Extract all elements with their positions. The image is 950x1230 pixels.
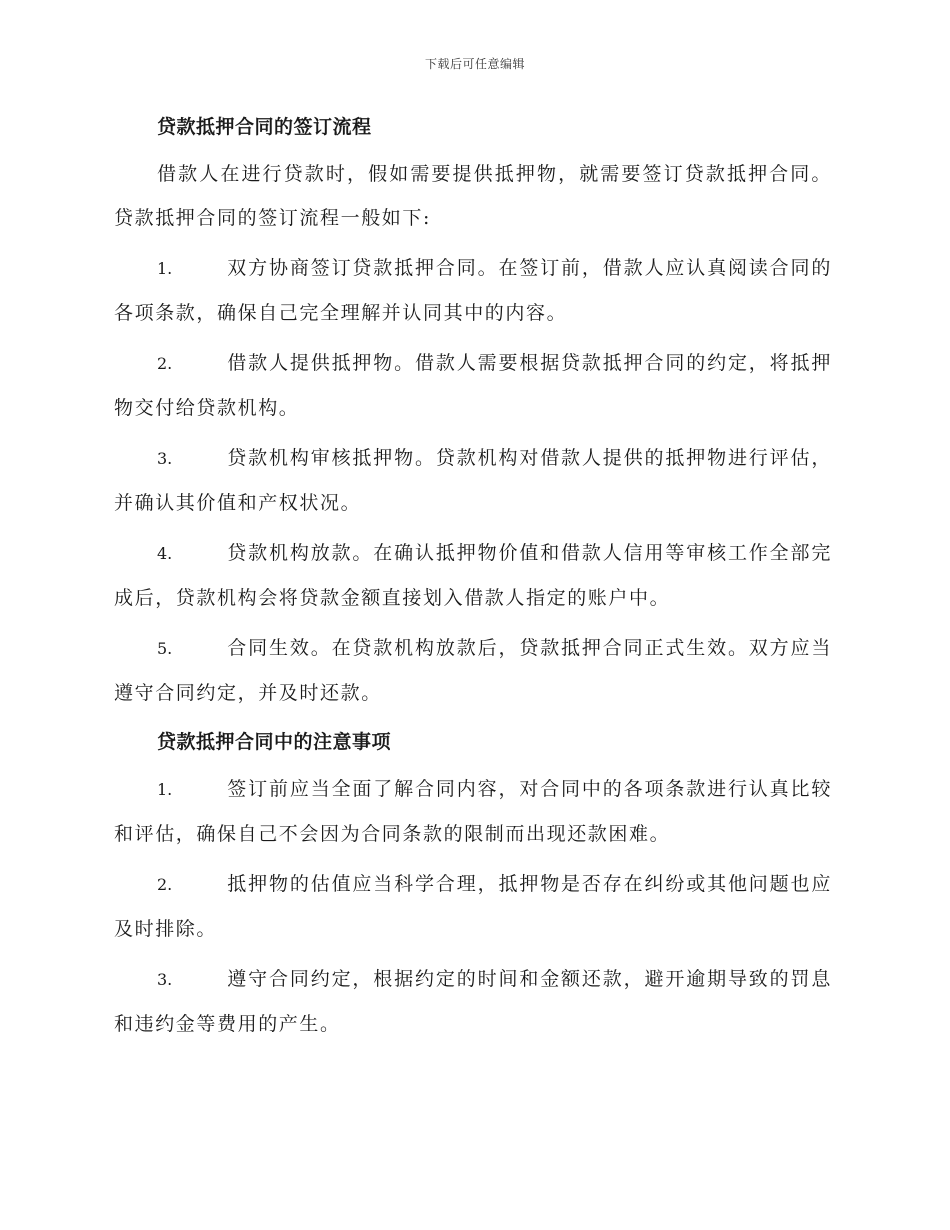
- list-item-text: 签订前应当全面了解合同内容，对合同中的各项条款进行认真比较和评估，确保自己不会因为合同条款的限制而出现还款困难。: [114, 778, 832, 845]
- list-item-number: 1.: [157, 259, 173, 278]
- section-heading-precautions: 贷款抵押合同中的注意事项: [157, 731, 392, 753]
- list-item-number: 3.: [157, 970, 173, 989]
- section-heading-signing-process: 贷款抵押合同的签订流程: [157, 116, 372, 138]
- list-item-number: 4.: [157, 544, 173, 563]
- list-item: [114, 246, 832, 335]
- list-item-text: 双方协商签订贷款抵押合同。在签订前，借款人应认真阅读合同的各项条款，确保自己完全理解并认同其中的内容。: [114, 257, 832, 324]
- document-body: [114, 108, 832, 1052]
- list-item-text: 合同生效。在贷款机构放款后，贷款抵押合同正式生效。双方应当遵守合同约定，并及时还款。: [114, 637, 832, 704]
- list-item: [114, 436, 832, 525]
- list-item-text: 贷款机构放款。在确认抵押物价值和借款人信用等审核工作全部完成后，贷款机构会将贷款金额直接划入借款人指定的账户中。: [114, 542, 832, 609]
- header-note: 下载后可任意编辑: [424, 57, 525, 71]
- list-item-text: 遵守合同约定，根据约定的时间和金额还款，避开逾期导致的罚息和违约金等费用的产生。: [114, 968, 832, 1035]
- list-item-number: 5.: [157, 639, 173, 658]
- list-item-number: 3.: [157, 449, 173, 468]
- list-item: [114, 341, 832, 430]
- list-item-text: 借款人提供抵押物。借款人需要根据贷款抵押合同的约定，将抵押物交付给贷款机构。: [114, 352, 832, 419]
- list-item-text: 抵押物的估值应当科学合理，抵押物是否存在纠纷或其他问题也应及时排除。: [114, 873, 832, 940]
- list-item-number: 2.: [157, 354, 173, 373]
- list-item-number: 1.: [157, 780, 173, 799]
- list-item: [114, 626, 832, 715]
- list-item: [114, 862, 832, 951]
- list-item-text: 贷款机构审核抵押物。贷款机构对借款人提供的抵押物进行评估，并确认其价值和产权状况。: [114, 447, 832, 514]
- list-item-number: 2.: [157, 875, 173, 894]
- list-item: [114, 957, 832, 1046]
- list-item: [114, 767, 832, 856]
- intro-paragraph: 借款人在进行贷款时，假如需要提供抵押物，就需要签订贷款抵押合同。贷款抵押合同的签订流程一般如下:: [114, 163, 832, 229]
- list-item: [114, 531, 832, 620]
